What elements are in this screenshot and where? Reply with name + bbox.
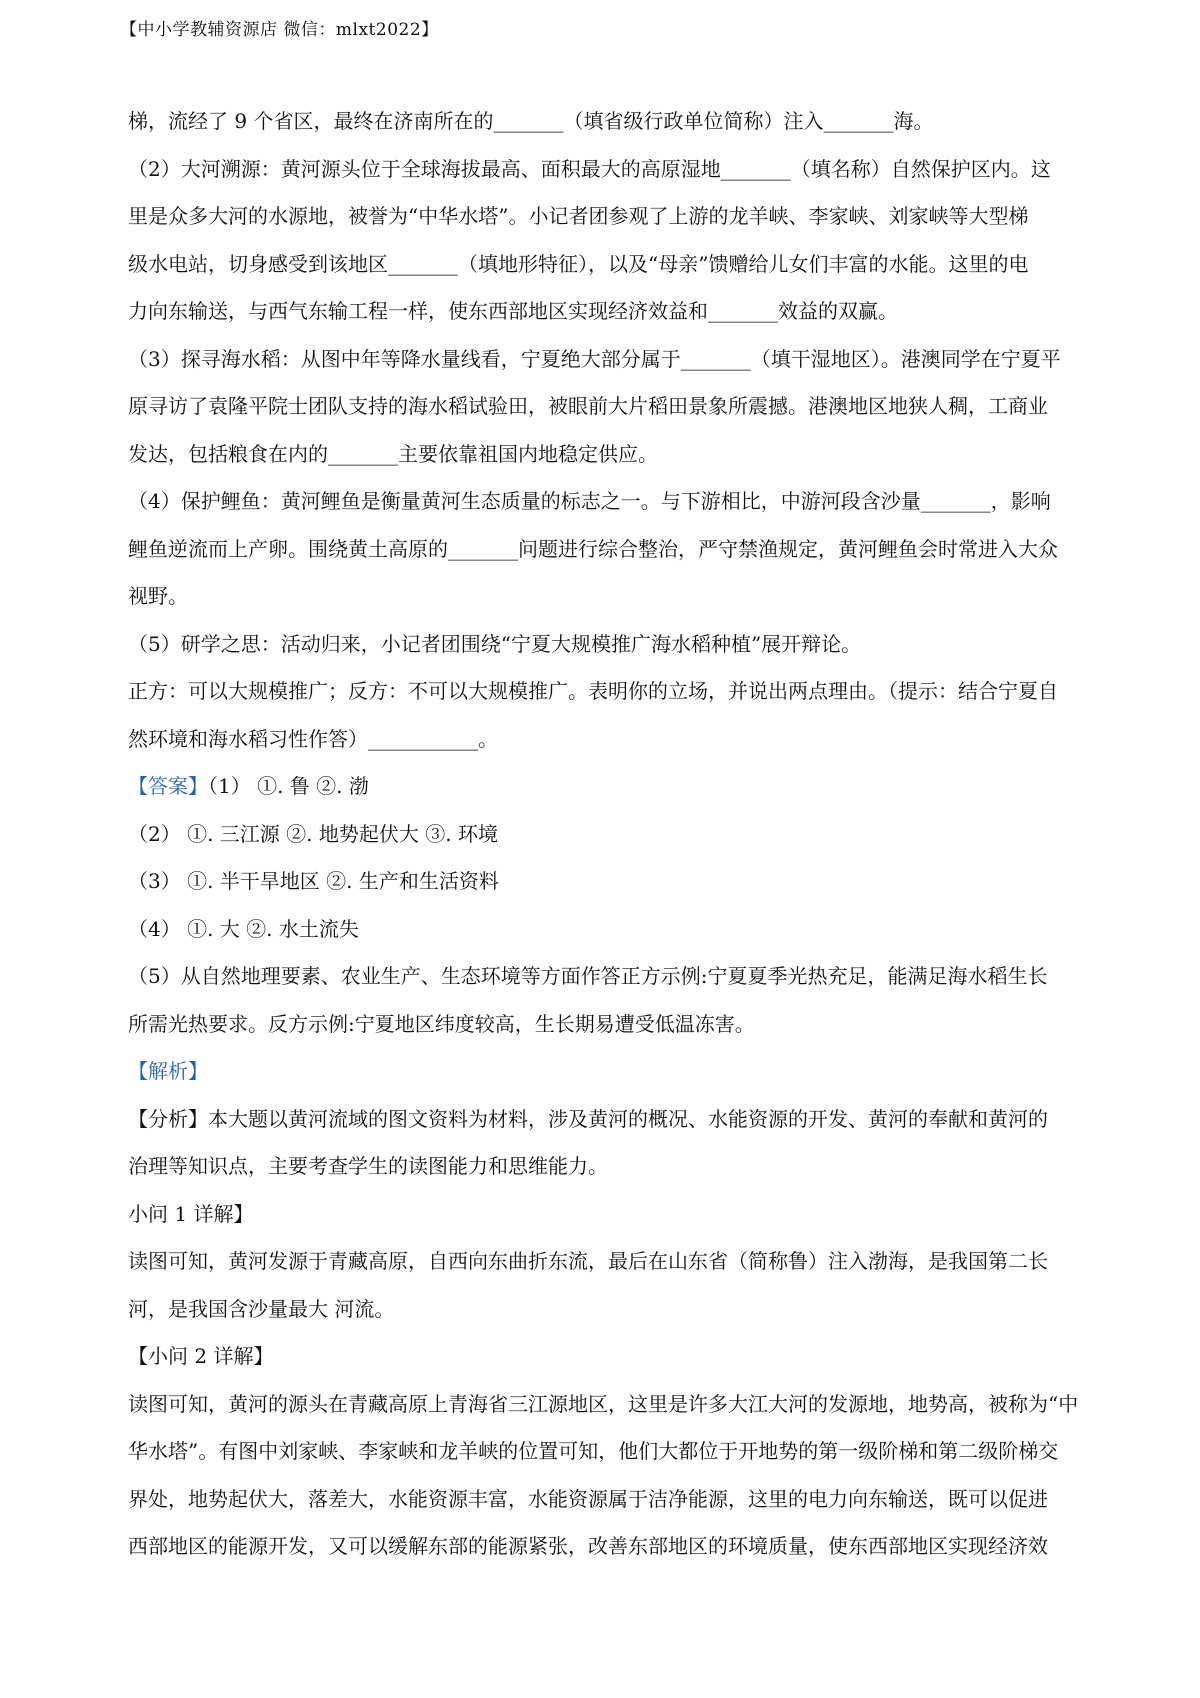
watermark-header: 【中小学教辅资源店 微信：mlxt2022】 <box>120 20 439 40</box>
question-line: 然环境和海水稻习性作答）___________。 <box>128 726 498 751</box>
analysis-line: 小问 1 详解】 <box>128 1201 254 1226</box>
analysis-line: 读图可知，黄河的源头在青藏高原上青海省三江源地区，这里是许多大江大河的发源地，地势高，被称为“中 <box>128 1391 1079 1416</box>
answer-first: （1） ①. 鲁 ②. 渤 <box>208 774 369 798</box>
question-line: 里是众多大河的水源地，被誉为“中华水塔”。小记者团参观了上游的龙羊峡、李家峡、刘家峡等大型梯 <box>128 204 1029 228</box>
document-body <box>128 98 1103 1571</box>
analysis-line: 河，是我国含沙量最大 河流。 <box>128 1296 395 1321</box>
answer-line: （2） ①. 三江源 ②. 地势起伏大 ③. 环境 <box>128 821 498 846</box>
question-line: （5）研学之思：活动归来，小记者团围绕“宁夏大规模推广海水稻种植”展开辩论。 <box>128 631 862 656</box>
answer-line: （5）从自然地理要素、农业生产、生态环境等方面作答正方示例:宁夏夏季光热充足，能满足海水稻生长 <box>128 964 1048 988</box>
question-line: 力向东输送，与西气东输工程一样，使东西部地区实现经济效益和_______效益的双赢。 <box>128 299 898 323</box>
analysis-line: 【小问 2 详解】 <box>128 1344 274 1368</box>
answer-line <box>128 763 1103 811</box>
question-line: （2）大河溯源：黄河源头位于全球海拔最高、面积最大的高原湿地_______（填名称）自然保护区内。这 <box>128 156 1051 181</box>
answer-line: （4） ①. 大 ②. 水土流失 <box>128 916 359 941</box>
question-line: 级水电站，切身感受到该地区_______（填地形特征），以及“母亲”馈赠给儿女们丰富的水能。这里的电 <box>128 251 1029 276</box>
analysis-line: 西部地区的能源开发，又可以缓解东部的能源紧张，改善东部地区的环境质量，使东西部地区实现经济效 <box>128 1534 1048 1558</box>
analysis-line: 界处，地势起伏大，落差大，水能资源丰富，水能资源属于洁净能源，这里的电力向东输送，既可以促进 <box>128 1486 1048 1511</box>
answer-tag: 【答案】 <box>128 774 208 798</box>
analysis-line: 华水塔”。有图中刘家峡、李家峡和龙羊峡的位置可知，他们大都位于开地势的第一级阶梯和第二级阶梯交 <box>128 1439 1059 1463</box>
analysis-line: 治理等知识点，主要考查学生的读图能力和思维能力。 <box>128 1154 608 1178</box>
question-line: 梯，流经了 9 个省区，最终在济南所在的_______（填省级行政单位简称）注入_______海。 <box>128 109 934 133</box>
answer-line: 所需光热要求。反方示例:宁夏地区纬度较高，生长期易遭受低温冻害。 <box>128 1011 755 1036</box>
question-line: 鲤鱼逆流而上产卵。围绕黄土高原的_______问题进行综合整治，严守禁渔规定，黄河鲤鱼会时常进入大众 <box>128 536 1058 561</box>
question-line: 视野。 <box>128 584 188 608</box>
question-line: （4）保护鲤鱼：黄河鲤鱼是衡量黄河生态质量的标志之一。与下游相比，中游河段含沙量_______，影响 <box>128 489 1051 513</box>
question-line: （3）探寻海水稻：从图中年等降水量线看，宁夏绝大部分属于_______（填干湿地区）。港澳同学在宁夏平 <box>128 346 1061 371</box>
answer-line: （3） ①. 半干旱地区 ②. 生产和生活资料 <box>128 869 499 893</box>
question-line: 原寻访了袁隆平院士团队支持的海水稻试验田，被眼前大片稻田景象所震撼。港澳地区地狭人稠，工商业 <box>128 394 1048 418</box>
question-line: 发达，包括粮食在内的_______主要依靠祖国内地稳定供应。 <box>128 441 658 466</box>
analysis-line: 【分析】本大题以黄河流域的图文资料为材料，涉及黄河的概况、水能资源的开发、黄河的奉献和黄河的 <box>128 1106 1048 1131</box>
analysis-tag: 【解析】 <box>128 1059 208 1083</box>
analysis-line: 读图可知，黄河发源于青藏高原，自西向东曲折东流，最后在山东省（简称鲁）注入渤海，是我国第二长 <box>128 1249 1048 1273</box>
question-line: 正方：可以大规模推广；反方：不可以大规模推广。表明你的立场，并说出两点理由。（提示：结合宁夏自 <box>128 679 1058 703</box>
